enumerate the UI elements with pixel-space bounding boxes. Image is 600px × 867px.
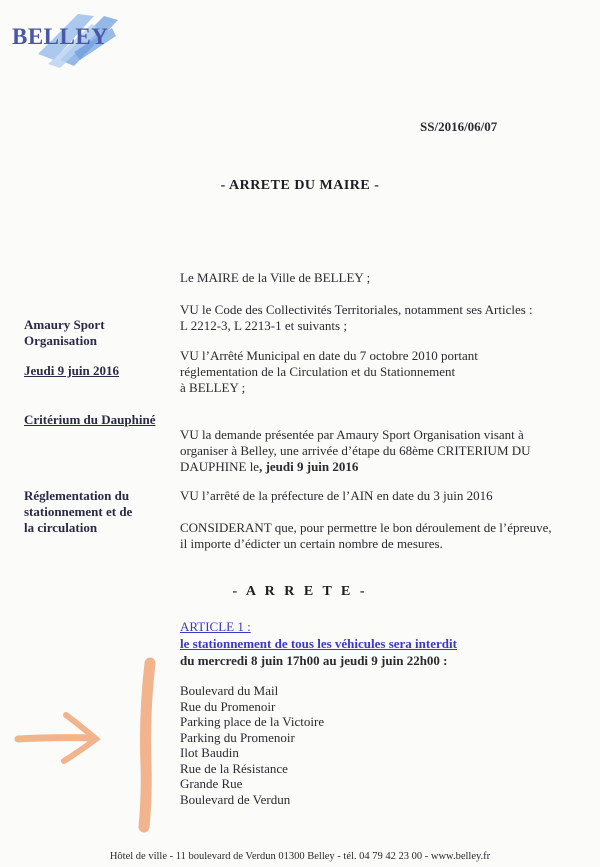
- vu-code-line-2: L 2212-3, L 2213-1 et suivants ;: [180, 318, 347, 333]
- organizer-line-1: Amaury Sport: [24, 317, 105, 332]
- handwritten-arrow-annotation: [14, 655, 164, 835]
- vu-demande-line-3: [180, 459, 531, 475]
- considerant-paragraph: [180, 520, 552, 552]
- vu-prefecture-line: VU l’arrêté de la préfecture de l’AIN en date du 3 juin 2016: [180, 488, 493, 503]
- event-date-label: Jeudi 9 juin 2016: [24, 363, 119, 378]
- street-item: Rue de la Résistance: [180, 760, 288, 776]
- logo-text: BELLEY: [12, 24, 109, 49]
- street-item: Rue du Promenoir: [180, 698, 276, 714]
- vu-demande-line-3-a: DAUPHINE le: [180, 459, 260, 474]
- parking-ban-period: du mercredi 8 juin 17h00 au jeudi 9 juin 22h00 :: [180, 653, 448, 668]
- footer-address: Hôtel de ville - 11 boulevard de Verdun 01300 Belley - tél. 04 79 42 23 00 - www.belley.fr: [109, 851, 491, 862]
- belley-logo: [8, 6, 126, 70]
- document-reference: SS/2016/06/07: [420, 119, 498, 134]
- vu-arrete-line-2: réglementation de la Circulation et du Stationnement: [180, 364, 456, 379]
- vu-demande-line-2: organiser à Belley, une arrivée d’étape du 68ème CRITERIUM DU: [180, 443, 531, 458]
- regulation-line-3: la circulation: [24, 520, 98, 535]
- arrow-annotation-icon: [14, 655, 164, 835]
- street-list: [180, 683, 324, 807]
- organizer-line-2: Organisation: [24, 333, 97, 348]
- vu-arrete-line-3: à BELLEY ;: [180, 380, 246, 395]
- organizer-label: [24, 317, 105, 349]
- regulation-label: [24, 488, 132, 536]
- mayor-line: Le MAIRE de la Ville de BELLEY ;: [180, 270, 371, 285]
- event-name-label: Critérium du Dauphiné: [24, 412, 156, 427]
- considerant-line-1: CONSIDERANT que, pour permettre le bon déroulement de l’épreuve,: [180, 520, 552, 535]
- regulation-line-2: stationnement et de: [24, 504, 133, 519]
- vu-arrete-paragraph: [180, 348, 478, 396]
- vu-arrete-line-1: VU l’Arrêté Municipal en date du 7 octobre 2010 portant: [180, 348, 478, 363]
- vu-demande-paragraph: [180, 427, 531, 475]
- vu-code-line-1: VU le Code des Collectivités Territoriales, notamment ses Articles :: [180, 302, 533, 317]
- considerant-line-2: il importe d’édicter un certain nombre de mesures.: [180, 536, 443, 551]
- street-item: Parking place de la Victoire: [180, 714, 325, 729]
- document-title: - ARRETE DU MAIRE -: [220, 178, 380, 193]
- arrete-heading: - A R R E T E -: [232, 584, 368, 599]
- article-1-title: ARTICLE 1 :: [180, 619, 251, 634]
- vu-code-paragraph: [180, 302, 533, 334]
- street-item: Boulevard de Verdun: [180, 791, 291, 807]
- street-item: Boulevard du Mail: [180, 683, 279, 698]
- regulation-line-1: Réglementation du: [24, 488, 130, 503]
- street-item: Parking du Promenoir: [180, 729, 295, 745]
- street-item: Ilot Baudin: [180, 745, 239, 760]
- parking-ban-statement: le stationnement de tous les véhicules sera interdit: [180, 636, 457, 651]
- street-item: Grande Rue: [180, 776, 243, 791]
- vu-demande-date: , jeudi 9 juin 2016: [259, 459, 359, 474]
- vu-demande-line-1: VU la demande présentée par Amaury Sport Organisation visant à: [180, 427, 524, 442]
